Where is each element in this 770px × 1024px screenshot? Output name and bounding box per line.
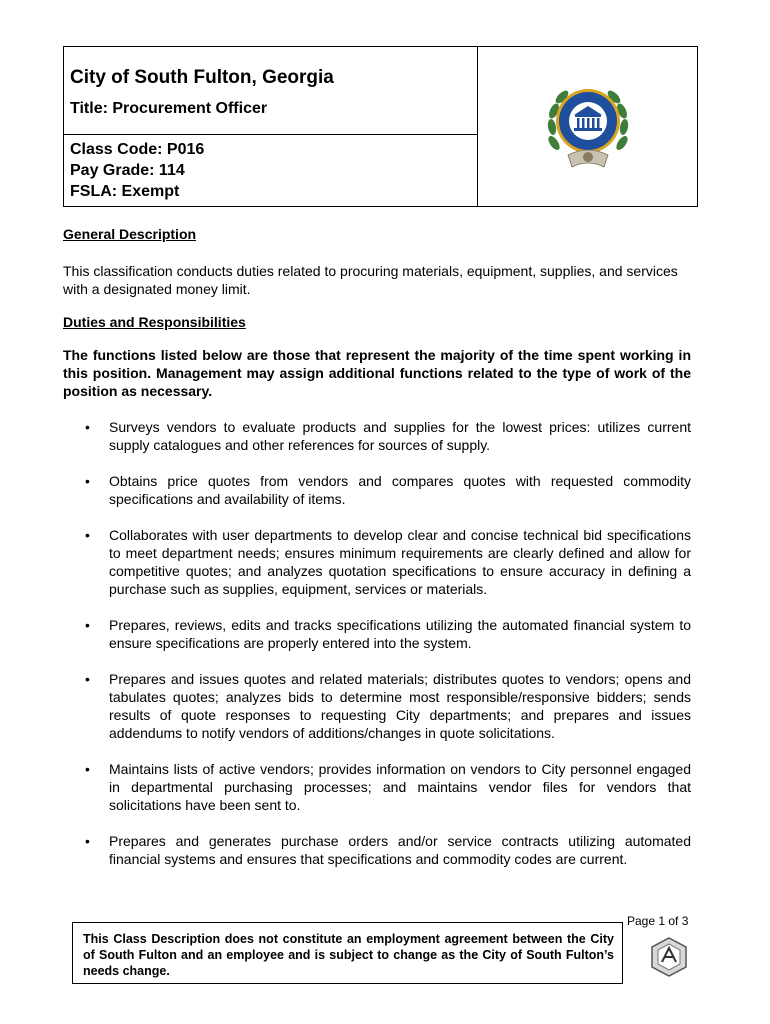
list-item: [63, 670, 691, 742]
list-item: [63, 472, 691, 508]
bullet-icon: •: [85, 419, 90, 435]
class-code: Class Code: P016: [70, 141, 205, 158]
list-item: [63, 418, 691, 454]
header-title-cell: [64, 47, 477, 135]
duty-text: Surveys vendors to evaluate products and supplies for the lowest prices: utilizes current supply catalogues and other references for sources of supply.: [109, 419, 691, 453]
general-description-heading: General Description: [63, 226, 197, 242]
duties-list: [63, 418, 691, 886]
header-table: [63, 46, 698, 207]
document-logo-icon: [648, 936, 690, 978]
city-seal-icon: [538, 77, 638, 177]
list-item: [63, 616, 691, 652]
duties-heading: Duties and Responsibilities: [63, 314, 246, 330]
general-description-text: This classification conducts duties related to procuring materials, equipment, supplies, and services with a designated money limit.: [63, 263, 678, 297]
job-title: Title: Procurement Officer: [70, 100, 268, 117]
bullet-icon: •: [85, 833, 90, 849]
bullet-icon: •: [85, 761, 90, 777]
duties-intro: The functions listed below are those that represent the majority of the time spent working in this position. Management may assign additional functions related to the type of work of the position as necessary.: [63, 347, 691, 399]
list-item: [63, 526, 691, 598]
flsa-status: FSLA: Exempt: [70, 183, 180, 200]
page-number: Page 1 of 3: [627, 914, 689, 928]
organization-name: City of South Fulton, Georgia: [70, 67, 334, 88]
list-item: [63, 832, 691, 868]
list-item: [63, 760, 691, 814]
duty-text: Maintains lists of active vendors; provides information on vendors to City personnel engaged in departmental purchasing processes; and maintains vendor files for vendors that solicitations have been sent to.: [109, 761, 691, 813]
pay-grade: Pay Grade: 114: [70, 162, 185, 179]
disclaimer-box: This Class Description does not constitute an employment agreement between the City of South Fulton and an employee and is subject to change as the City of South Fulton’s needs change.: [72, 922, 623, 984]
bullet-icon: •: [85, 671, 90, 687]
header-left-cell: [64, 47, 478, 206]
duty-text: Prepares and generates purchase orders and/or service contracts utilizing automated financial systems and ensures that specifications and commodity codes are current.: [109, 833, 691, 867]
duty-text: Collaborates with user departments to develop clear and concise technical bid specifications to meet department needs; ensures minimum requirements are clearly defined and allow for competitive quotes; and analyzes quotation specifications to ensure accuracy in defining a purchase such as supplies, equipment, services or materials.: [109, 527, 691, 597]
bullet-icon: •: [85, 617, 90, 633]
duty-text: Obtains price quotes from vendors and compares quotes with requested commodity specifications and availability of items.: [109, 473, 691, 507]
duty-text: Prepares, reviews, edits and tracks specifications utilizing the automated financial system to ensure specifications are properly entered into the system.: [109, 617, 691, 651]
bullet-icon: •: [85, 527, 90, 543]
header-codes-cell: [64, 135, 477, 202]
bullet-icon: •: [85, 473, 90, 489]
header-seal-cell: [478, 47, 697, 206]
duty-text: Prepares and issues quotes and related materials; distributes quotes to vendors; opens and tabulates quotes; analyzes bids to determine most responsible/responsive bidders; sends results of quote responses to requesting City departments; and prepares and issues addendums to notify vendors of additions/changes in quote solicitations.: [109, 671, 691, 741]
